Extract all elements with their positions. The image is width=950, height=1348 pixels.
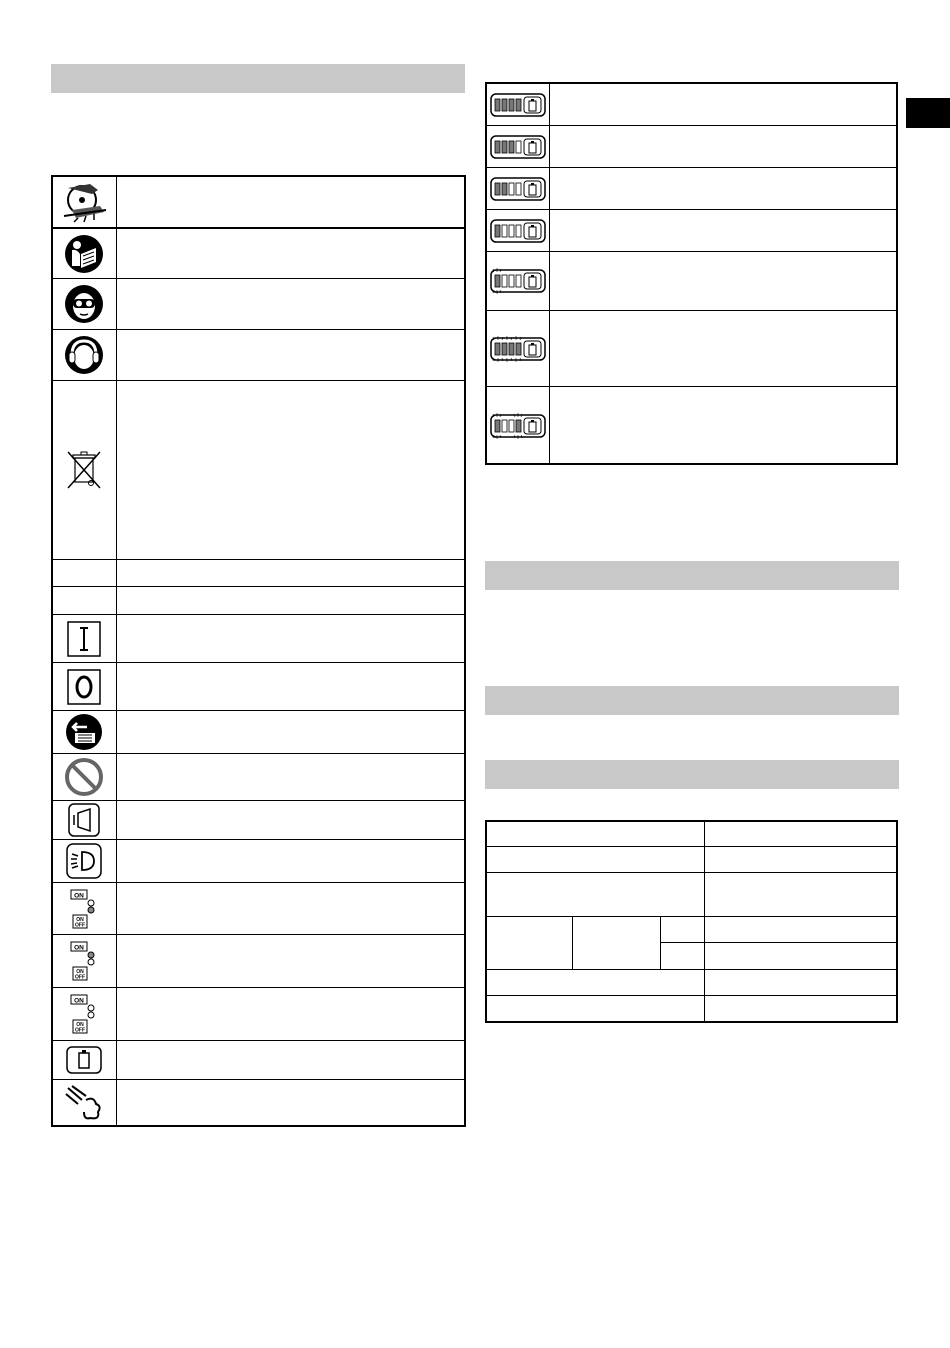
section-heading-bar	[51, 64, 465, 93]
light-icon	[52, 840, 116, 882]
svg-text:ON: ON	[74, 997, 84, 1005]
section-heading-bar	[485, 561, 899, 590]
crossed-out-wheelie-bin-icon	[52, 381, 116, 559]
section-heading-bar	[485, 760, 899, 789]
battery-level-1-icon	[487, 210, 549, 251]
battery-level-4-icon	[487, 84, 549, 125]
spec-table	[485, 820, 898, 1023]
on-off-lamp-icon	[52, 935, 116, 987]
svg-text:OFF: OFF	[75, 974, 85, 981]
battery-level-2-icon	[487, 168, 549, 209]
dust-blow-icon	[52, 1080, 116, 1126]
unlock-icon	[52, 711, 116, 753]
read-manual-icon	[52, 229, 116, 278]
language-tab	[906, 98, 950, 128]
battery-level-3-icon	[487, 126, 549, 167]
svg-text:ON: ON	[76, 1022, 84, 1028]
battery-icon	[52, 1041, 116, 1079]
svg-text:OFF: OFF	[75, 922, 85, 928]
section-heading-bar	[485, 686, 899, 715]
battery-level-blink-icon	[487, 252, 549, 310]
circular-saw-icon	[52, 177, 116, 227]
svg-text:ON: ON	[74, 892, 84, 899]
svg-text:ON: ON	[74, 944, 84, 952]
prohibited-icon	[52, 754, 116, 800]
switch-off-icon	[52, 663, 116, 710]
on-off-lamp-icon	[52, 883, 116, 934]
wear-ear-protection-icon	[52, 330, 116, 380]
battery-level-alternate-blink-icon	[487, 387, 549, 464]
svg-text:OFF: OFF	[75, 1027, 85, 1034]
blade-lock-icon	[52, 801, 116, 839]
on-off-lamp-icon	[52, 988, 116, 1040]
switch-on-icon	[52, 615, 116, 662]
svg-text:ON: ON	[76, 969, 84, 975]
svg-text:ON: ON	[76, 916, 84, 923]
battery-level-all-blink-icon	[487, 311, 549, 386]
wear-eye-protection-icon	[52, 279, 116, 329]
